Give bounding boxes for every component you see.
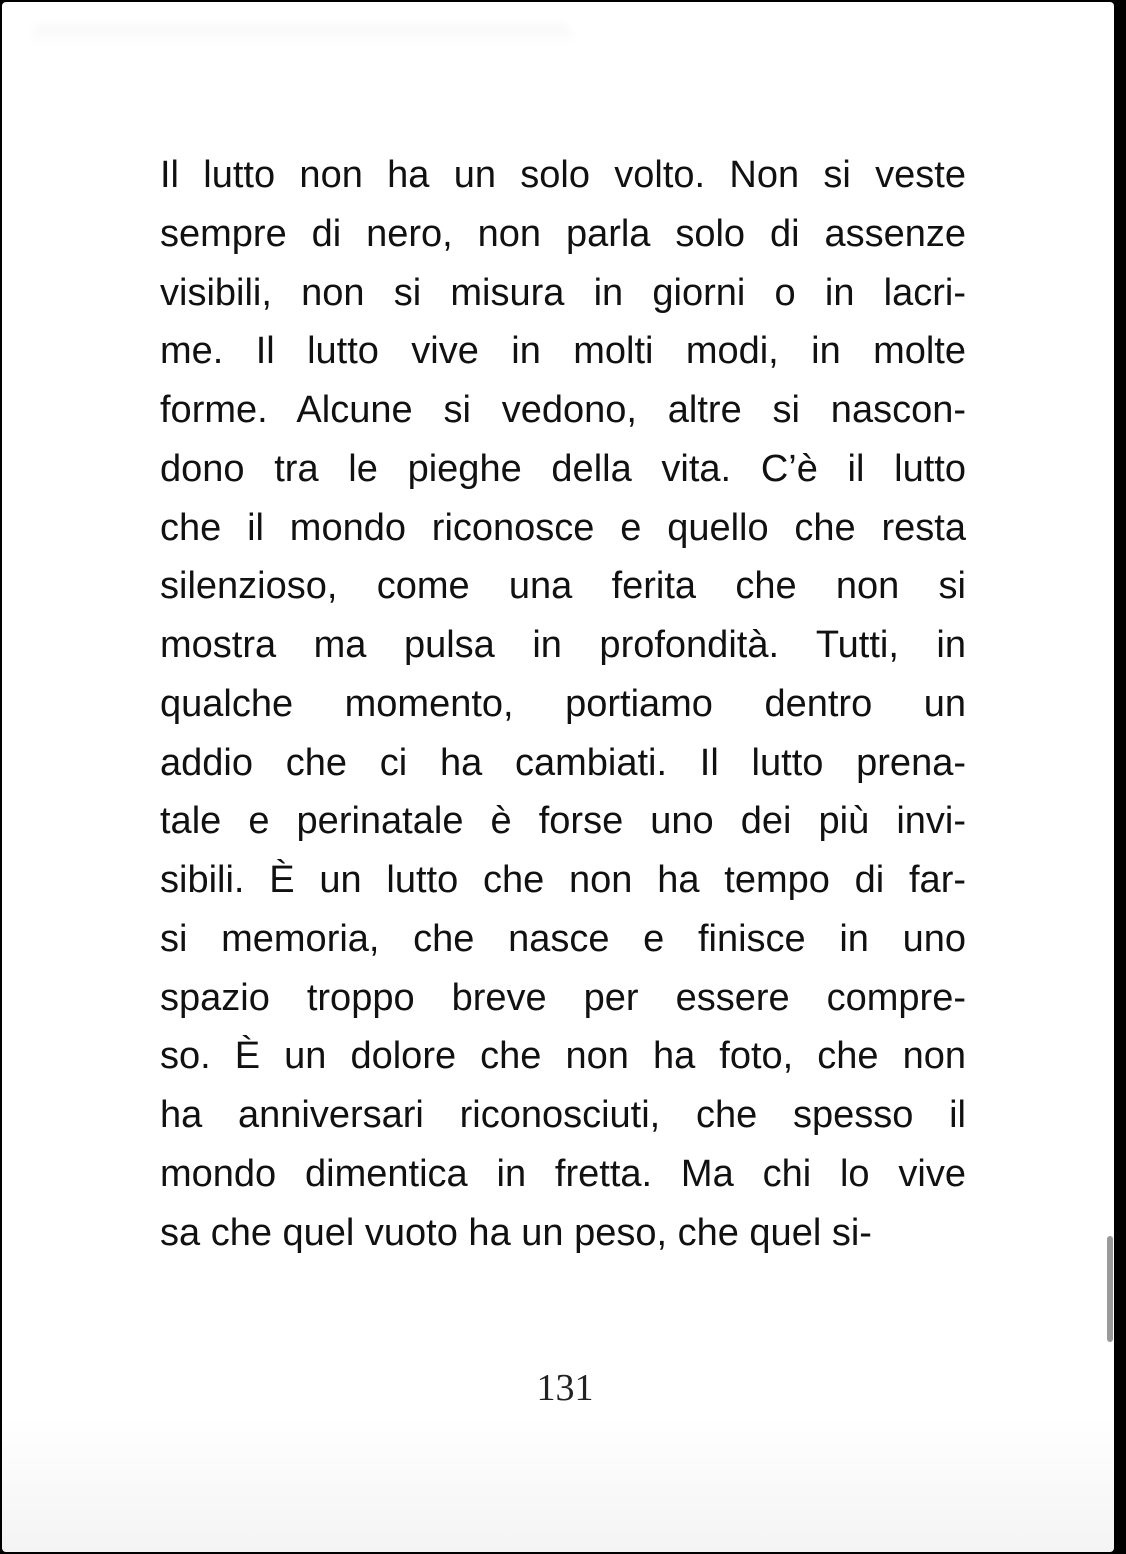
scrollbar-thumb[interactable] <box>1107 1236 1113 1342</box>
scrollbar[interactable] <box>1112 0 1126 1554</box>
text-line: sa che quel vuoto ha un peso, che quel si- <box>160 1211 872 1254</box>
text-line: che il mondo riconosce e quello che resta <box>160 506 966 549</box>
text-line: me. Il lutto vive in molti modi, in molte <box>160 330 966 373</box>
text-line: dono tra le pieghe della vita. C’è il lutto <box>160 447 966 490</box>
page-body-text <box>160 146 966 1262</box>
page-top-shadow <box>32 24 572 46</box>
text-line: silenzioso, come una ferita che non si <box>160 565 966 608</box>
text-line: mondo dimentica in fretta. Ma chi lo vive <box>160 1152 966 1195</box>
reader-page <box>2 2 1114 1552</box>
text-line: spazio troppo breve per essere compre- <box>160 976 966 1019</box>
text-line: ha anniversari riconosciuti, che spesso il <box>160 1094 966 1136</box>
text-line: addio che ci ha cambiati. Il lutto prena- <box>160 741 966 784</box>
text-line: sibili. È un lutto che non ha tempo di far- <box>160 859 966 901</box>
page-number: 131 <box>536 1367 594 1409</box>
text-line: forme. Alcune si vedono, altre si nascon- <box>160 389 966 431</box>
text-line: so. È un dolore che non ha foto, che non <box>160 1035 966 1078</box>
text-line: visibili, non si misura in giorni o in lacri- <box>160 271 966 314</box>
text-line: Il lutto non ha un solo volto. Non si veste <box>160 154 966 196</box>
text-line: qualche momento, portiamo dentro un <box>160 682 966 725</box>
page-bottom-shadow <box>2 1412 1114 1552</box>
text-line: mostra ma pulsa in profondità. Tutti, in <box>160 624 966 666</box>
text-line: si memoria, che nasce e finisce in uno <box>160 917 966 960</box>
text-line: tale e perinatale è forse uno dei più invi- <box>160 800 966 843</box>
text-line: sempre di nero, non parla solo di assenze <box>160 212 966 255</box>
